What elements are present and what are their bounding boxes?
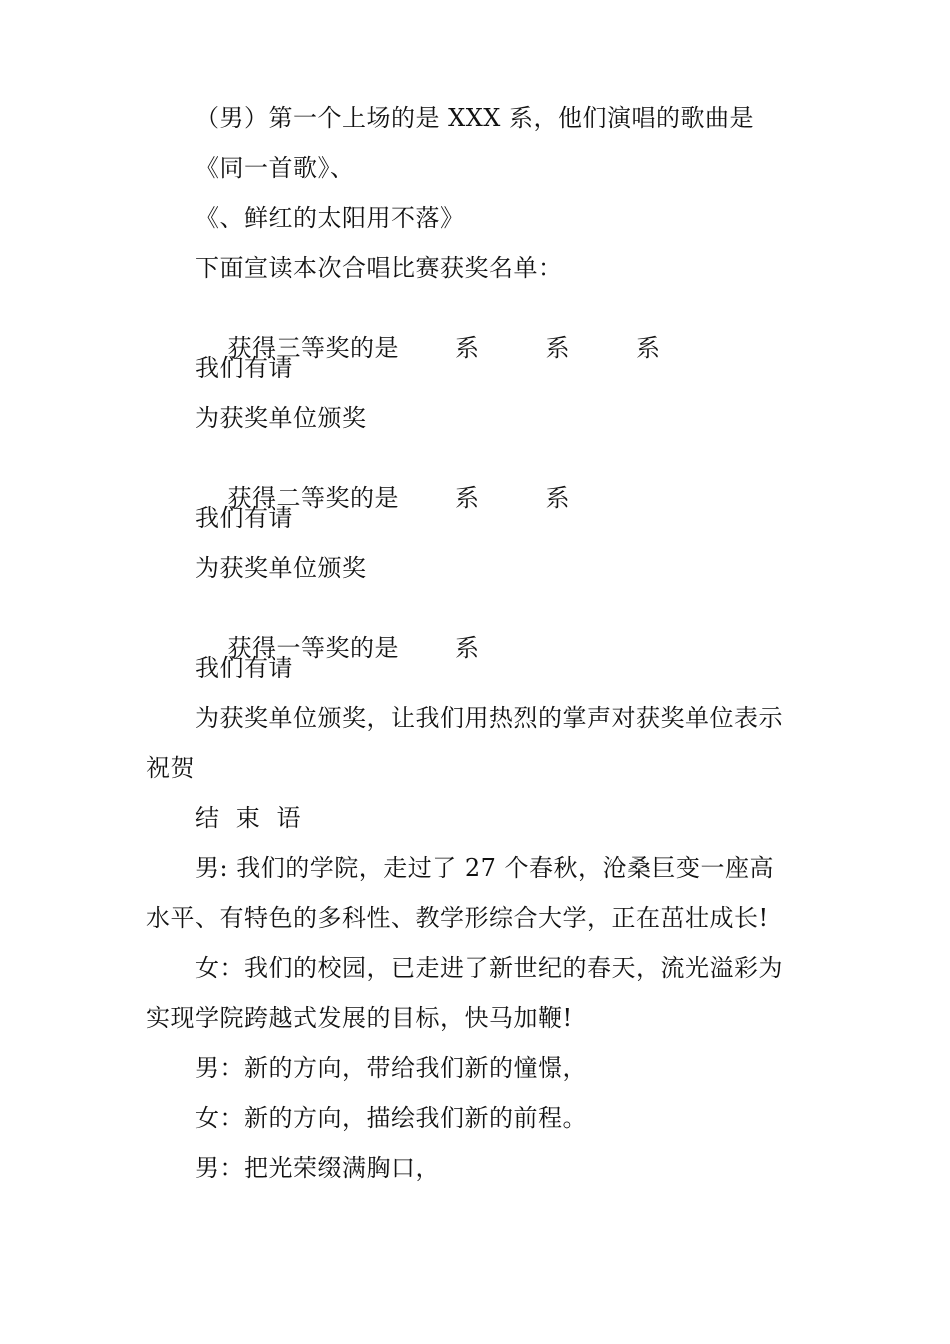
invite-line-2: 我们有请 bbox=[195, 504, 293, 532]
invite-line-1: 我们有请 bbox=[195, 354, 293, 382]
third-prize-dept-3: 系 bbox=[636, 334, 661, 362]
present-line-3: 为获奖单位颁奖，让我们用热烈的掌声对获奖单位表示 bbox=[195, 704, 783, 732]
third-prize-dept-2: 系 bbox=[545, 334, 571, 362]
dialogue-male-2: 男：新的方向，带给我们新的憧憬， bbox=[195, 1054, 587, 1082]
invite-line-3: 我们有请 bbox=[195, 654, 293, 682]
first-prize-dept-1: 系 bbox=[455, 634, 480, 662]
dialogue-male-1: 男: 我们的学院，走过了 27 个春秋，沧桑巨变一座高 bbox=[195, 854, 775, 882]
third-prize-dept-1: 系 bbox=[455, 334, 480, 362]
present-line-1: 为获奖单位颁奖 bbox=[195, 404, 367, 432]
first-prize-label: 获得一等奖的是 bbox=[227, 634, 400, 662]
song-title-1: 《同一首歌》、 bbox=[195, 154, 355, 182]
dialogue-male-3: 男：把光荣缀满胸口， bbox=[195, 1154, 440, 1182]
present-line-3-cont: 祝贺 bbox=[146, 754, 195, 782]
closing-title: 结 束 语 bbox=[195, 804, 302, 832]
dialogue-male-1-cont: 水平、有特色的多科性、教学形综合大学，正在茁壮成长! bbox=[146, 904, 769, 932]
song-title-2: 《、鲜红的太阳用不落》 bbox=[195, 204, 465, 232]
announcement-first-performer: （男）第一个上场的是 XXX 系，他们演唱的歌曲是 bbox=[195, 104, 755, 132]
award-list-intro: 下面宣读本次合唱比赛获奖名单： bbox=[195, 254, 563, 282]
dialogue-female-1-cont: 实现学院跨越式发展的目标，快马加鞭! bbox=[146, 1004, 573, 1032]
third-prize-label: 获得三等奖的是 bbox=[227, 334, 400, 362]
second-prize-label: 获得二等奖的是 bbox=[227, 484, 400, 512]
second-prize-dept-1: 系 bbox=[455, 484, 480, 512]
dialogue-female-2: 女：新的方向，描绘我们新的前程。 bbox=[195, 1104, 587, 1132]
dialogue-female-1: 女：我们的校园，已走进了新世纪的春天，流光溢彩为 bbox=[195, 954, 783, 982]
present-line-2: 为获奖单位颁奖 bbox=[195, 554, 367, 582]
second-prize-dept-2: 系 bbox=[545, 484, 571, 512]
